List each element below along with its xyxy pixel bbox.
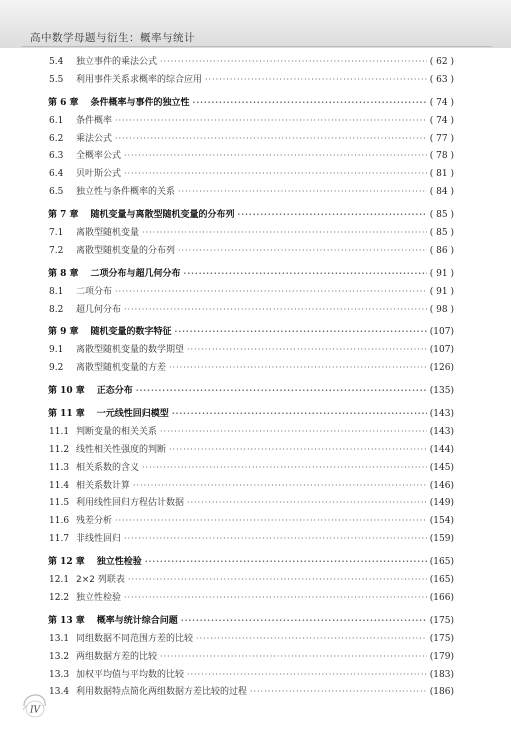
toc-chapter-row[interactable] — [48, 405, 454, 423]
page-reference: ( 91 ) — [429, 268, 454, 279]
chapter-number: 第 11 章 — [48, 409, 85, 420]
section-number: 11.5 — [49, 498, 70, 509]
chapter-title: 概率与统计综合问题 — [96, 615, 178, 626]
section-title: 独立事件的乘法公式 — [76, 57, 158, 67]
page-reference: (146) — [429, 480, 454, 491]
toc-section-row[interactable] — [48, 589, 454, 607]
page-reference: (149) — [429, 498, 454, 509]
chapter-title: 一元线性回归模型 — [96, 409, 169, 420]
dot-leader — [124, 165, 427, 183]
chapter-title: 随机变量与离散型随机变量的分布列 — [90, 210, 235, 221]
dot-leader — [115, 130, 427, 148]
toc-chapter-row[interactable] — [48, 206, 454, 224]
section-number: 8.1 — [49, 286, 64, 297]
page-number: IV — [29, 705, 41, 716]
section-number: 7.2 — [49, 245, 64, 256]
page-reference: (179) — [429, 651, 454, 662]
page-reference: (143) — [429, 426, 454, 437]
toc-section-row[interactable] — [48, 359, 454, 377]
dot-leader — [178, 242, 427, 260]
page-header — [0, 0, 511, 48]
page-reference: (107) — [429, 345, 454, 356]
section-number: 11.3 — [49, 462, 70, 473]
section-title: 离散型随机变量 — [76, 228, 140, 239]
toc-chapter-row[interactable] — [48, 265, 454, 283]
page-reference: ( 62 ) — [429, 57, 454, 67]
page-reference: (175) — [429, 615, 454, 626]
page-reference: ( 98 ) — [429, 304, 454, 315]
section-number: 7.1 — [49, 228, 64, 239]
section-number: 6.3 — [49, 151, 64, 162]
section-title: 超几何分布 — [76, 304, 122, 315]
section-title: 线性相关性强度的判断 — [76, 444, 167, 455]
page-reference: (107) — [429, 327, 454, 338]
dot-leader — [142, 459, 427, 477]
section-number: 13.1 — [49, 633, 70, 644]
section-number: 11.4 — [49, 480, 70, 491]
toc-section-row[interactable] — [48, 683, 454, 701]
section-number: 9.2 — [49, 363, 64, 374]
dot-leader — [115, 283, 427, 301]
toc-chapter-row[interactable] — [48, 612, 454, 630]
dot-leader — [133, 477, 427, 495]
section-title: 加权平均值与平均数的比较 — [76, 669, 185, 680]
section-title: 条件概率 — [76, 115, 113, 126]
dot-leader — [187, 494, 427, 512]
section-number: 11.2 — [49, 444, 70, 455]
page-reference: ( 85 ) — [429, 228, 454, 239]
section-number: 13.2 — [49, 651, 70, 662]
page-reference: (126) — [429, 363, 454, 374]
toc-section-row[interactable] — [48, 477, 454, 495]
section-title: 同组数据不同范围方差的比较 — [76, 633, 194, 644]
dot-leader — [115, 112, 427, 130]
page-reference: (135) — [429, 386, 454, 397]
section-title: 相关系数的含义 — [76, 462, 140, 473]
page-reference: (183) — [429, 669, 454, 680]
toc-section-row[interactable] — [48, 224, 454, 242]
table-of-contents — [48, 53, 454, 701]
chapter-number: 第 6 章 — [48, 97, 79, 108]
page-reference: (165) — [429, 575, 454, 586]
section-number: 6.2 — [49, 133, 64, 144]
dot-leader — [205, 71, 427, 89]
section-number: 11.1 — [49, 426, 70, 437]
section-title: 两组数据方差的比较 — [76, 651, 158, 662]
dot-leader — [187, 666, 427, 684]
toc-section-row[interactable] — [48, 183, 454, 201]
chapter-title: 随机变量的数字特征 — [90, 327, 172, 338]
section-number: 11.7 — [49, 534, 70, 545]
toc-section-row[interactable] — [48, 341, 454, 359]
dot-leader — [160, 53, 427, 71]
toc-section-row[interactable] — [48, 130, 454, 148]
toc-section-row[interactable] — [48, 165, 454, 183]
page-reference: ( 84 ) — [429, 187, 454, 198]
section-number: 6.5 — [49, 187, 64, 198]
toc-chapter-row[interactable] — [48, 382, 454, 400]
page-reference: ( 77 ) — [429, 133, 454, 144]
page-reference: ( 63 ) — [429, 74, 454, 85]
page-reference: (166) — [429, 592, 454, 603]
section-number: 13.3 — [49, 669, 70, 680]
toc-section-row[interactable] — [48, 301, 454, 319]
chapter-number: 第 7 章 — [48, 210, 79, 221]
chapter-number: 第 8 章 — [48, 268, 79, 279]
chapter-title: 正态分布 — [96, 386, 133, 397]
toc-section-row[interactable] — [48, 112, 454, 130]
toc-section-row[interactable] — [48, 571, 454, 589]
dot-leader — [169, 441, 427, 459]
dot-leader — [124, 530, 427, 548]
chapter-title: 二项分布与超几何分布 — [90, 268, 181, 279]
section-title: 判断变量的相关关系 — [76, 426, 158, 437]
section-title: 贝叶斯公式 — [76, 169, 122, 180]
toc-section-row[interactable] — [48, 53, 454, 71]
running-header-title: 高中数学母题与衍生：概率与统计 — [30, 32, 195, 44]
toc-chapter-row[interactable] — [48, 94, 454, 112]
section-title: 乘法公式 — [76, 133, 113, 144]
page-reference: ( 74 ) — [429, 97, 454, 108]
section-title: 利用线性回归方程估计数据 — [76, 498, 185, 509]
dot-leader — [124, 301, 427, 319]
dot-leader — [172, 405, 427, 423]
toc-section-row[interactable] — [48, 441, 454, 459]
toc-section-row[interactable] — [48, 242, 454, 260]
section-title: 二项分布 — [76, 286, 113, 297]
page-reference: ( 86 ) — [429, 245, 454, 256]
section-title: 全概率公式 — [76, 151, 122, 162]
toc-section-row[interactable] — [48, 494, 454, 512]
page-reference: ( 81 ) — [429, 169, 454, 180]
toc-section-row[interactable] — [48, 283, 454, 301]
section-number: 6.4 — [49, 169, 64, 180]
dot-leader — [128, 571, 427, 589]
toc-section-row[interactable] — [48, 147, 454, 165]
chapter-number: 第 9 章 — [48, 327, 79, 338]
dot-leader — [124, 147, 427, 165]
chapter-number: 第 13 章 — [48, 615, 85, 626]
dot-leader — [250, 683, 427, 701]
section-title: 独立性检验 — [76, 592, 122, 603]
page-reference: ( 85 ) — [429, 210, 454, 221]
section-title: 离散型随机变量的分布列 — [76, 245, 176, 256]
section-number: 5.4 — [49, 57, 64, 67]
dot-leader — [136, 382, 427, 400]
page-reference: (165) — [429, 557, 454, 568]
page-reference: (175) — [429, 633, 454, 644]
dot-leader — [178, 183, 427, 201]
chapter-number: 第 12 章 — [48, 557, 85, 568]
page-reference: (159) — [429, 534, 454, 545]
page-reference: ( 78 ) — [429, 151, 454, 162]
section-number: 13.4 — [49, 687, 70, 698]
dot-leader — [169, 359, 427, 377]
section-number: 6.1 — [49, 115, 64, 126]
section-title: 相关系数计算 — [76, 480, 131, 491]
toc-chapter-row[interactable] — [48, 323, 454, 341]
dot-leader — [145, 553, 427, 571]
toc-section-row[interactable] — [48, 530, 454, 548]
toc-section-row[interactable] — [48, 423, 454, 441]
toc-section-row[interactable] — [48, 459, 454, 477]
chapter-number: 第 10 章 — [48, 386, 85, 397]
section-title: 利用数据特点简化两组数据方差比较的过程 — [76, 687, 248, 698]
dot-leader — [142, 224, 427, 242]
section-title: 残差分析 — [76, 516, 113, 527]
section-number: 11.6 — [49, 516, 70, 527]
toc-chapter-row[interactable] — [48, 553, 454, 571]
page-reference: ( 74 ) — [429, 115, 454, 126]
dot-leader — [160, 423, 427, 441]
page-reference: ( 91 ) — [429, 286, 454, 297]
section-number: 8.2 — [49, 304, 64, 315]
page-reference: (143) — [429, 409, 454, 420]
section-number: 5.5 — [49, 74, 64, 85]
page-number-badge — [20, 692, 48, 720]
dot-leader — [115, 512, 427, 530]
toc-section-row[interactable] — [48, 648, 454, 666]
section-number: 12.2 — [49, 592, 70, 603]
page-reference: (144) — [429, 444, 454, 455]
dot-leader — [160, 648, 427, 666]
dot-leader — [196, 630, 427, 648]
dot-leader — [181, 612, 427, 630]
section-title: 独立性与条件概率的关系 — [76, 187, 176, 198]
section-title: 非线性回归 — [76, 534, 122, 545]
dot-leader — [124, 589, 427, 607]
dot-leader — [187, 341, 427, 359]
toc-section-row[interactable] — [48, 512, 454, 530]
dot-leader — [193, 94, 427, 112]
section-title: 离散型随机变量的数学期望 — [76, 345, 185, 356]
section-title: 利用事件关系求概率的综合应用 — [76, 74, 203, 85]
chapter-title: 独立性检验 — [96, 557, 142, 568]
dot-leader — [175, 323, 427, 341]
dot-leader — [238, 206, 427, 224]
page-reference: (154) — [429, 516, 454, 527]
toc-section-row[interactable] — [48, 630, 454, 648]
section-number: 12.1 — [49, 575, 70, 586]
section-title: 离散型随机变量的方差 — [76, 363, 167, 374]
page-reference: (186) — [429, 687, 454, 698]
page-reference: (145) — [429, 462, 454, 473]
dot-leader — [184, 265, 427, 283]
section-title: 2×2 列联表 — [76, 575, 125, 586]
chapter-title: 条件概率与事件的独立性 — [90, 97, 190, 108]
toc-section-row[interactable] — [48, 666, 454, 684]
header-divider — [22, 46, 492, 47]
toc-section-row[interactable] — [48, 71, 454, 89]
section-number: 9.1 — [49, 345, 64, 356]
